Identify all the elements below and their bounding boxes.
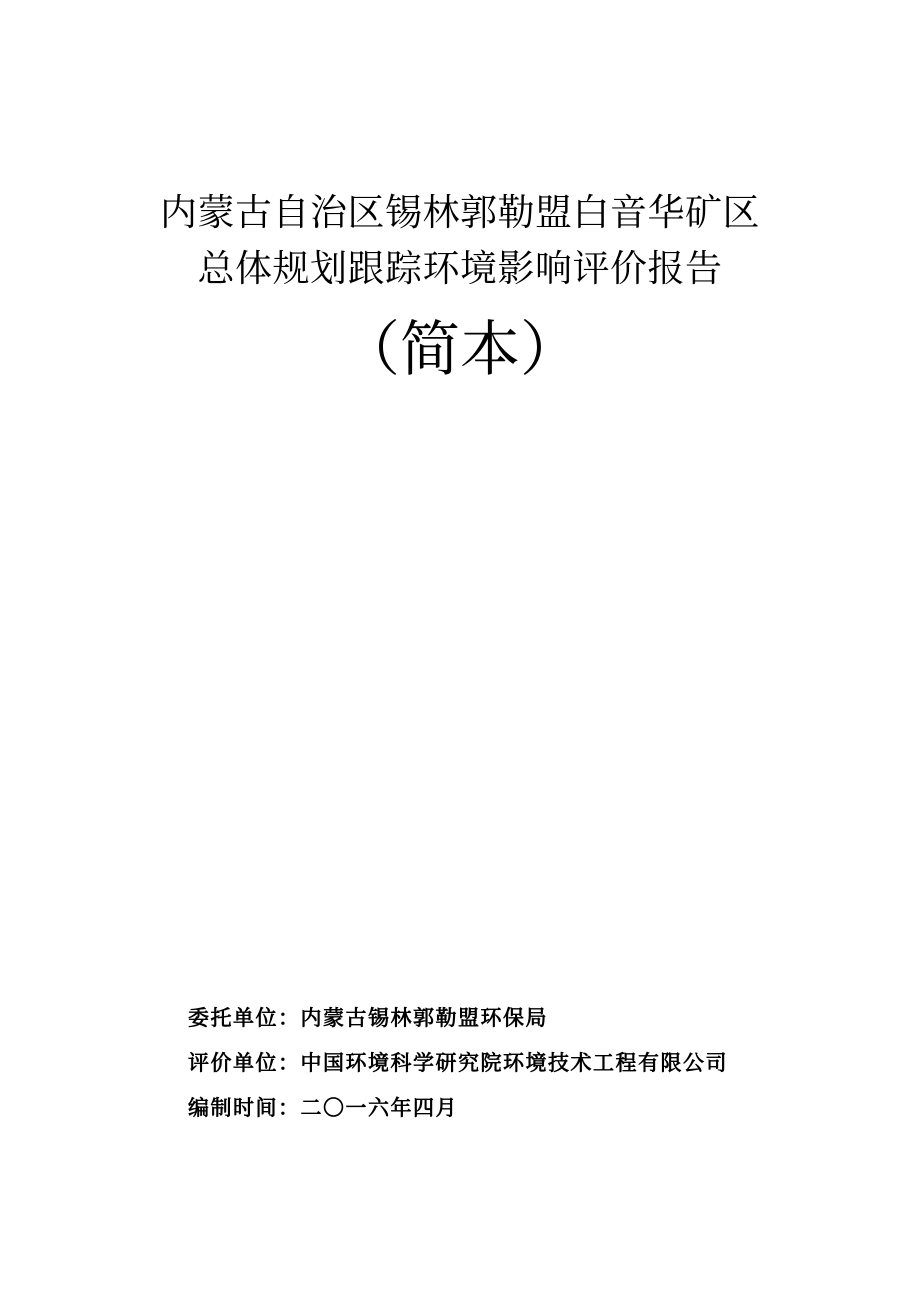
evaluation-unit: 评价单位：中国环境科学研究院环境技术工程有限公司 [188,1050,728,1075]
client-unit: 委托单位：内蒙古锡林郭勒盟环保局 [188,1005,548,1030]
title-line-2: 总体规划跟踪环境影响评价报告 [197,247,723,290]
report-title [0,185,920,297]
compile-date: 编制时间：二〇一六年四月 [188,1095,458,1120]
report-subtitle: （简本） [340,315,580,385]
title-line-1: 内蒙古自治区锡林郭勒盟白音华矿区 [160,191,760,234]
report-info [188,995,728,1130]
